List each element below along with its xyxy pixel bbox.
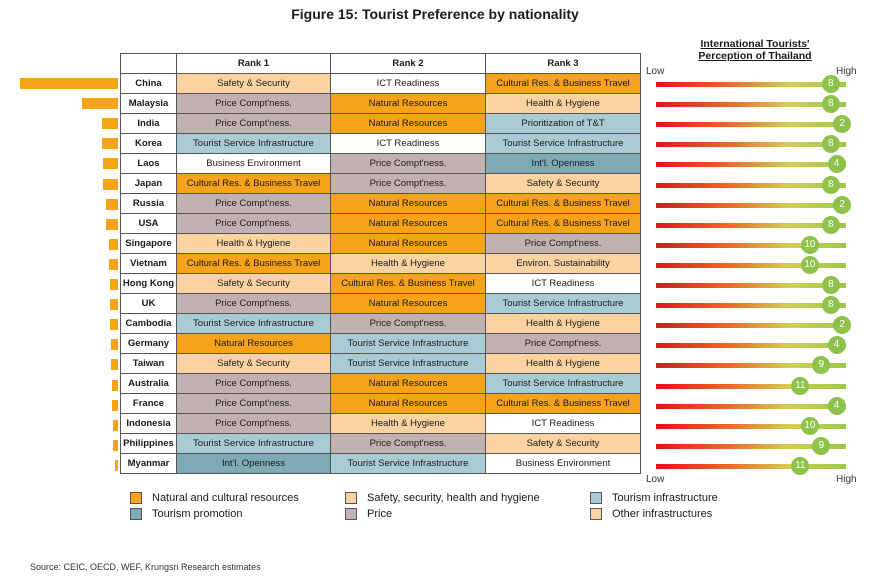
rank1-cell: Safety & Security: [177, 74, 331, 94]
legend-label-price: Price: [367, 508, 393, 520]
rank1-cell: Tourist Service Infrastructure: [177, 434, 331, 454]
perception-bar: [656, 323, 846, 328]
tourist-volume-bar: [115, 460, 118, 471]
tourist-volume-bar: [110, 319, 118, 330]
rank3-cell: Environ. Sustainability: [486, 254, 641, 274]
tourist-volume-bar: [109, 239, 118, 250]
rank3-header: Rank 3: [486, 54, 641, 74]
high-label-bottom: High: [836, 474, 857, 485]
perception-rank-dot: 11: [791, 377, 809, 395]
rank2-cell: Natural Resources: [331, 114, 486, 134]
rank2-cell: Price Compt'ness.: [331, 434, 486, 454]
tourist-volume-bar: [102, 138, 118, 149]
tourist-volume-bar: [20, 78, 118, 89]
rank1-cell: Price Compt'ness.: [177, 94, 331, 114]
rank1-cell: Health & Hygiene: [177, 234, 331, 254]
perception-rank-dot: 8: [822, 176, 840, 194]
table-row: [121, 454, 641, 474]
tourist-volume-bar: [111, 339, 118, 350]
rank1-cell: Price Compt'ness.: [177, 394, 331, 414]
table-row: [121, 174, 641, 194]
rank2-cell: Health & Hygiene: [331, 414, 486, 434]
tourist-volume-bar: [106, 219, 118, 230]
perception-bar: [656, 102, 846, 107]
legend-item-price: [345, 508, 392, 520]
country-cell: UK: [121, 294, 177, 314]
perception-bar: [656, 303, 846, 308]
rank3-cell: Cultural Res. & Business Travel: [486, 394, 641, 414]
perception-header: International Tourists' Perception of Thailand: [698, 38, 812, 62]
table-row: [121, 154, 641, 174]
perception-bar: [656, 404, 846, 409]
rank2-cell: Price Compt'ness.: [331, 154, 486, 174]
legend-item-safety: [345, 492, 540, 504]
perception-rank-dot: 2: [833, 196, 851, 214]
rank1-cell: Business Environment: [177, 154, 331, 174]
perception-rank-dot: 8: [822, 296, 840, 314]
perception-bar: [656, 384, 846, 389]
rank1-cell: Price Compt'ness.: [177, 374, 331, 394]
table-row: [121, 234, 641, 254]
table-row: [121, 114, 641, 134]
legend-label-natural: Natural and cultural resources: [152, 492, 299, 504]
legend-label-infrastructure: Tourism infrastructure: [612, 492, 718, 504]
tourist-volume-bar: [110, 299, 118, 310]
perception-bar: [656, 343, 846, 348]
legend-swatch-natural: [130, 492, 142, 504]
rank3-cell: Cultural Res. & Business Travel: [486, 214, 641, 234]
tourist-volume-bar: [112, 400, 118, 411]
rank1-cell: Price Compt'ness.: [177, 214, 331, 234]
perception-rank-dot: 10: [801, 417, 819, 435]
legend-item-infrastructure: [590, 492, 718, 504]
country-cell: Japan: [121, 174, 177, 194]
rank2-cell: Natural Resources: [331, 374, 486, 394]
tourist-volume-bar: [102, 118, 118, 129]
low-label-top: Low: [646, 66, 665, 77]
legend-swatch-price: [345, 508, 357, 520]
rank2-cell: ICT Readiness: [331, 134, 486, 154]
perception-bar: [656, 82, 846, 87]
perception-bar: [656, 223, 846, 228]
perception-rank-dot: 11: [791, 457, 809, 475]
legend-swatch-other: [590, 508, 602, 520]
country-cell: Myanmar: [121, 454, 177, 474]
low-label-bottom: Low: [646, 474, 665, 485]
tourist-volume-bar: [113, 420, 118, 431]
country-cell: Philippines: [121, 434, 177, 454]
rank2-header: Rank 2: [331, 54, 486, 74]
country-cell: Hong Kong: [121, 274, 177, 294]
perception-bar: [656, 464, 846, 469]
table-row: [121, 334, 641, 354]
rank2-cell: Cultural Res. & Business Travel: [331, 274, 486, 294]
country-cell: Russia: [121, 194, 177, 214]
table-row: [121, 374, 641, 394]
table-row: [121, 354, 641, 374]
table-row: [121, 294, 641, 314]
legend-swatch-safety: [345, 492, 357, 504]
rank2-cell: Health & Hygiene: [331, 254, 486, 274]
rank1-cell: Int'l. Openness: [177, 454, 331, 474]
legend-swatch-promotion: [130, 508, 142, 520]
perception-rank-dot: 4: [828, 397, 846, 415]
rank1-cell: Price Compt'ness.: [177, 114, 331, 134]
preference-table: [120, 53, 641, 474]
table-row: [121, 314, 641, 334]
rank1-cell: Cultural Res. & Business Travel: [177, 254, 331, 274]
rank2-cell: Tourist Service Infrastructure: [331, 354, 486, 374]
rank3-cell: Health & Hygiene: [486, 314, 641, 334]
perception-rank-dot: 2: [833, 115, 851, 133]
rank2-cell: Natural Resources: [331, 214, 486, 234]
perception-rank-dot: 2: [833, 316, 851, 334]
rank1-cell: Price Compt'ness.: [177, 194, 331, 214]
rank3-cell: Int'l. Openness: [486, 154, 641, 174]
perception-rank-dot: 8: [822, 216, 840, 234]
rank1-cell: Price Compt'ness.: [177, 414, 331, 434]
country-cell: Cambodia: [121, 314, 177, 334]
rank3-cell: Prioritization of T&T: [486, 114, 641, 134]
rank2-cell: Price Compt'ness.: [331, 314, 486, 334]
perception-rank-dot: 4: [828, 155, 846, 173]
perception-rank-dot: 8: [822, 276, 840, 294]
perception-bar: [656, 203, 846, 208]
rank3-cell: Cultural Res. & Business Travel: [486, 194, 641, 214]
tourist-volume-bar: [82, 98, 118, 109]
rank2-cell: Natural Resources: [331, 194, 486, 214]
tourist-volume-bar: [103, 158, 118, 169]
legend-item-promotion: [130, 508, 242, 520]
table-row: [121, 274, 641, 294]
perception-rank-dot: 9: [812, 437, 830, 455]
legend-label-other: Other infrastructures: [612, 508, 713, 520]
table-row: [121, 414, 641, 434]
table-row: [121, 194, 641, 214]
country-cell: China: [121, 74, 177, 94]
rank3-cell: Safety & Security: [486, 174, 641, 194]
table-row: [121, 434, 641, 454]
rank1-cell: Safety & Security: [177, 274, 331, 294]
tourist-volume-bar: [112, 380, 118, 391]
legend-swatch-infrastructure: [590, 492, 602, 504]
rank2-cell: Natural Resources: [331, 94, 486, 114]
rank3-cell: Business Environment: [486, 454, 641, 474]
rank2-cell: Natural Resources: [331, 234, 486, 254]
rank3-cell: Health & Hygiene: [486, 94, 641, 114]
country-cell: Taiwan: [121, 354, 177, 374]
country-cell: Indonesia: [121, 414, 177, 434]
country-cell: USA: [121, 214, 177, 234]
rank3-cell: ICT Readiness: [486, 274, 641, 294]
rank1-cell: Tourist Service Infrastructure: [177, 134, 331, 154]
rank3-cell: Tourist Service Infrastructure: [486, 134, 641, 154]
rank3-cell: Price Compt'ness.: [486, 234, 641, 254]
legend-item-other: [590, 508, 712, 520]
country-header: [121, 54, 177, 74]
perception-bar: [656, 122, 846, 127]
table-row: [121, 134, 641, 154]
legend-item-natural: [130, 492, 299, 504]
tourist-volume-bar: [103, 179, 118, 190]
perception-rank-dot: 9: [812, 356, 830, 374]
tourist-volume-bar: [109, 259, 118, 270]
perception-rank-dot: 10: [801, 236, 819, 254]
rank2-cell: Tourist Service Infrastructure: [331, 334, 486, 354]
legend: [130, 492, 830, 526]
tourist-volume-bar: [111, 359, 118, 370]
rank3-cell: Cultural Res. & Business Travel: [486, 74, 641, 94]
rank3-cell: Price Compt'ness.: [486, 334, 641, 354]
rank1-cell: Price Compt'ness.: [177, 294, 331, 314]
tourist-volume-bar: [113, 440, 118, 451]
perception-bar: [656, 183, 846, 188]
high-label-top: High: [836, 66, 857, 77]
rank3-cell: Tourist Service Infrastructure: [486, 374, 641, 394]
rank3-cell: Health & Hygiene: [486, 354, 641, 374]
rank1-header: Rank 1: [177, 54, 331, 74]
rank1-cell: Tourist Service Infrastructure: [177, 314, 331, 334]
rank1-cell: Safety & Security: [177, 354, 331, 374]
country-cell: Australia: [121, 374, 177, 394]
table-row: [121, 214, 641, 234]
perception-rank-dot: 8: [822, 135, 840, 153]
chart-title: Figure 15: Tourist Preference by nationality: [291, 6, 579, 22]
source-note: Source: CEIC, OECD, WEF, Krungsri Research estimates: [30, 562, 261, 572]
country-cell: Malaysia: [121, 94, 177, 114]
perception-bar: [656, 142, 846, 147]
rank2-cell: ICT Readiness: [331, 74, 486, 94]
table-row: [121, 394, 641, 414]
rank3-cell: Tourist Service Infrastructure: [486, 294, 641, 314]
perception-rank-dot: 4: [828, 336, 846, 354]
country-cell: Germany: [121, 334, 177, 354]
perception-rank-dot: 8: [822, 95, 840, 113]
country-cell: India: [121, 114, 177, 134]
country-cell: Vietnam: [121, 254, 177, 274]
perception-bar: [656, 283, 846, 288]
country-cell: Singapore: [121, 234, 177, 254]
rank3-cell: ICT Readiness: [486, 414, 641, 434]
rank1-cell: Cultural Res. & Business Travel: [177, 174, 331, 194]
table-row: [121, 94, 641, 114]
country-cell: Korea: [121, 134, 177, 154]
rank2-cell: Natural Resources: [331, 394, 486, 414]
perception-bar: [656, 162, 846, 167]
tourist-volume-bar: [106, 199, 118, 210]
rank2-cell: Natural Resources: [331, 294, 486, 314]
country-cell: Laos: [121, 154, 177, 174]
legend-label-safety: Safety, security, health and hygiene: [367, 492, 540, 504]
rank1-cell: Natural Resources: [177, 334, 331, 354]
rank3-cell: Safety & Security: [486, 434, 641, 454]
table-row: [121, 74, 641, 94]
rank2-cell: Price Compt'ness.: [331, 174, 486, 194]
rank2-cell: Tourist Service Infrastructure: [331, 454, 486, 474]
perception-rank-dot: 8: [822, 75, 840, 93]
country-cell: France: [121, 394, 177, 414]
tourist-volume-bar: [110, 279, 118, 290]
table-row: [121, 254, 641, 274]
legend-label-promotion: Tourism promotion: [152, 508, 243, 520]
perception-rank-dot: 10: [801, 256, 819, 274]
